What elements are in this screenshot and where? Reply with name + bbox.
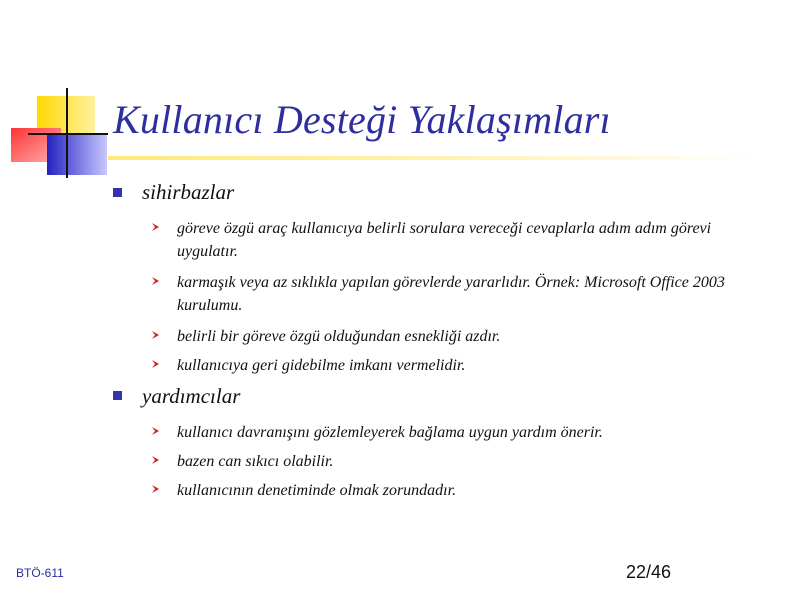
slide-title: Kullanıcı Desteği Yaklaşımları <box>113 97 611 142</box>
list-item: kullanıcıya geri gidebilme imkanı vermelidir. <box>177 357 466 374</box>
arrow-bullet-icon <box>151 426 161 436</box>
arrow-bullet-icon <box>151 359 161 369</box>
section-bullet-icon <box>113 188 122 197</box>
list-item: kullanıcının denetiminde olmak zorundadır. <box>177 482 457 499</box>
list-item: göreve özgü araç kullanıcıya belirli sorulara vereceği cevaplarla adım adım görevi uygulatır. <box>177 220 712 260</box>
arrow-bullet-icon <box>151 330 161 340</box>
footer-page-number: 22/46 <box>626 562 672 582</box>
arrow-bullet-icon <box>151 222 161 232</box>
section-heading: sihirbazlar <box>142 180 235 204</box>
section-bullet-icon <box>113 391 122 400</box>
section-heading: yardımcılar <box>142 384 241 408</box>
arrow-bullet-icon <box>151 455 161 465</box>
list-item: karmaşık veya az sıklıkla yapılan görevlerde yararlıdır. Örnek: Microsoft Office 2003 kurulumu. <box>177 274 725 314</box>
arrow-bullet-icon <box>151 484 161 494</box>
list-item: bazen can sıkıcı olabilir. <box>177 453 334 470</box>
arrow-bullet-icon <box>151 276 161 286</box>
list-item: kullanıcı davranışını gözlemleyerek bağlama uygun yardım önerir. <box>177 424 603 441</box>
list-item: belirli bir göreve özgü olduğundan esnekliği azdır. <box>177 328 501 345</box>
footer-course-code: BTÖ-611 <box>16 566 64 580</box>
